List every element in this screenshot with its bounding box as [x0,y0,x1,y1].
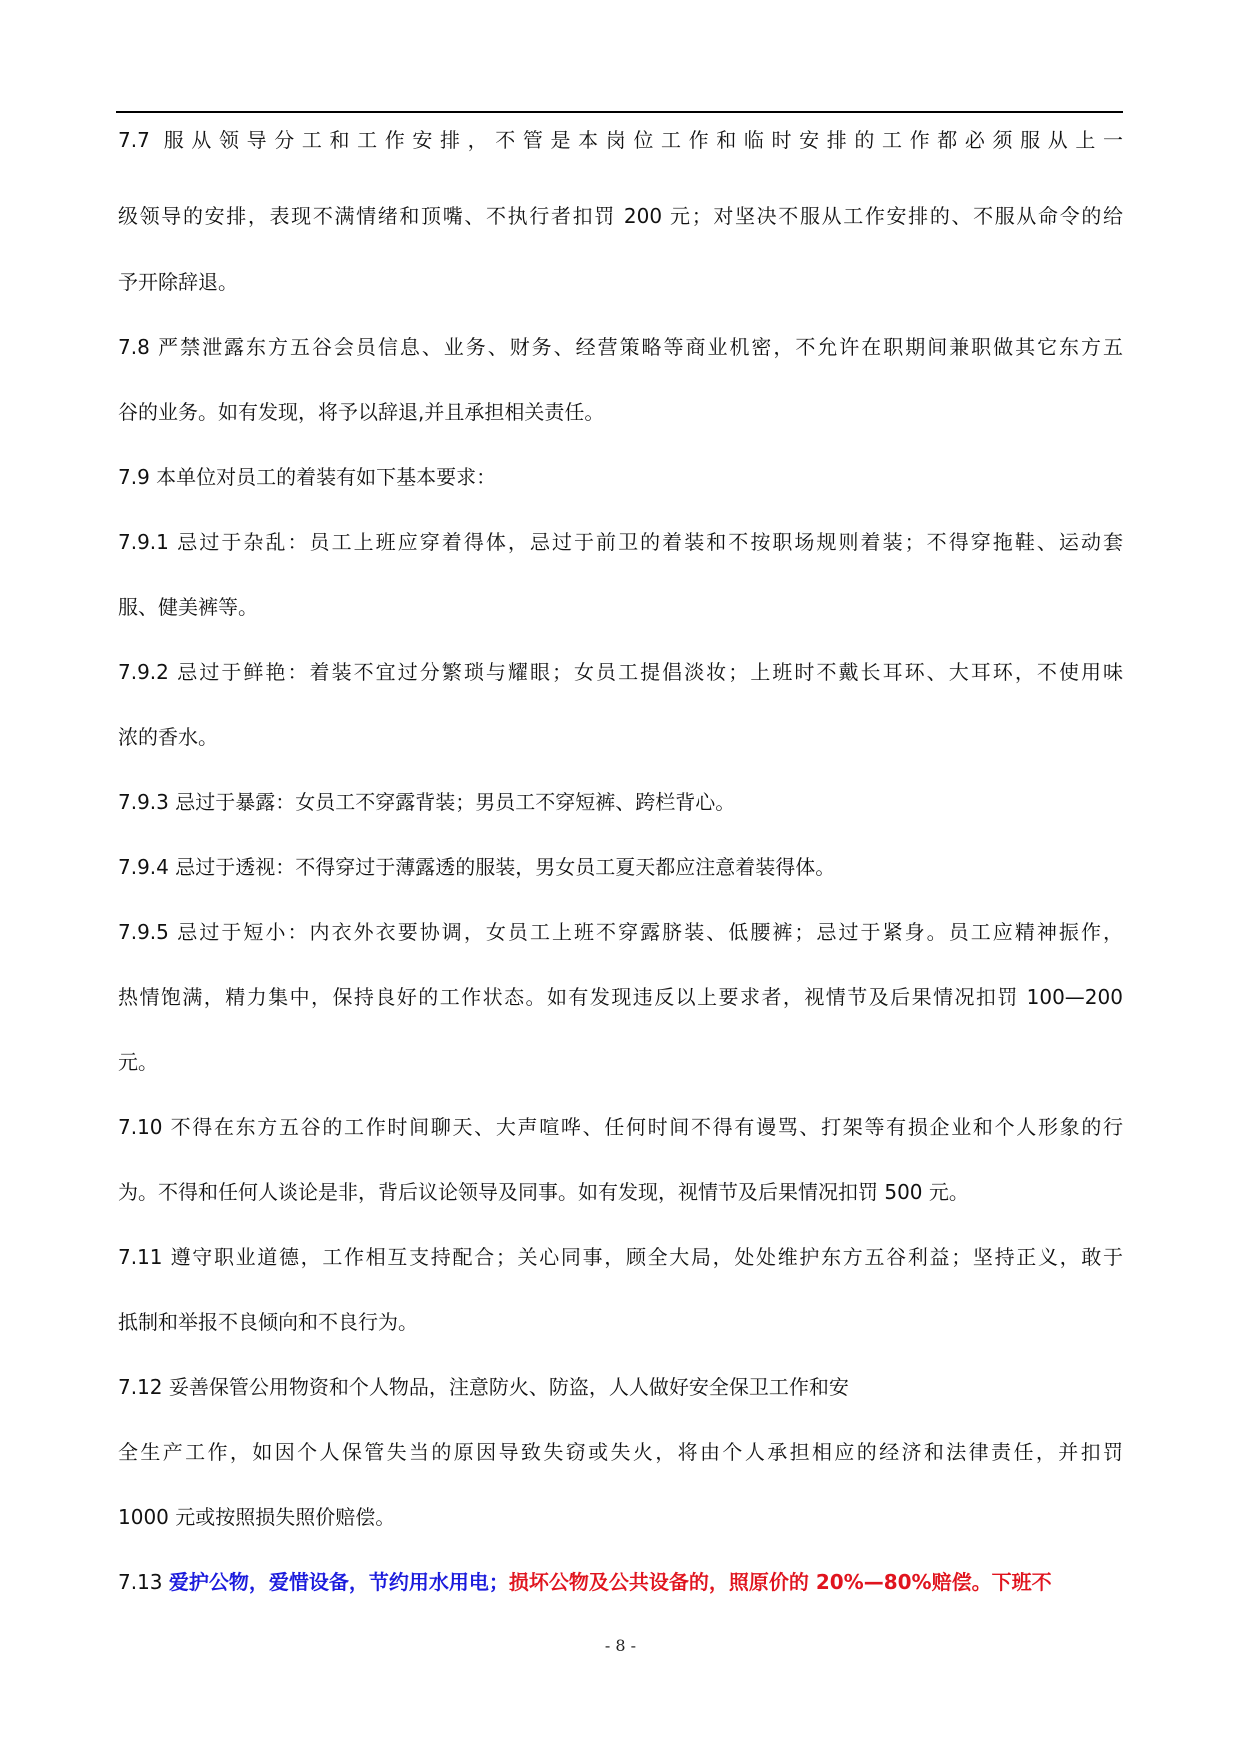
text-line: 7.7 服从领导分工和工作安排，不管是本岗位工作和临时安排的工作都必须服从上一 [118,128,1123,152]
header-rule [116,111,1123,113]
text-line: 7.9.3 忌过于暴露：女员工不穿露背装；男员工不穿短裤、跨栏背心。 [118,790,736,814]
text-line: 7.9.5 忌过于短小：内衣外衣要协调，女员工上班不穿露脐装、低腰裤；忌过于紧身。员工应精神振作， [118,920,1123,944]
text-line: 7.9.1 忌过于杂乱：员工上班应穿着得体，忌过于前卫的着装和不按职场规则着装；不得穿拖鞋、运动套 [118,530,1123,554]
text-line: 浓的香水。 [118,725,218,749]
text-line: 热情饱满，精力集中，保持良好的工作状态。如有发现违反以上要求者，视情节及后果情况扣罚 100—200 [118,985,1123,1009]
text-line: 服、健美裤等。 [118,595,258,619]
text-line: 全生产工作，如因个人保管失当的原因导致失窃或失火，将由个人承担相应的经济和法律责任，并扣罚 [118,1440,1123,1464]
text-line: 7.9.2 忌过于鲜艳：着装不宜过分繁琐与耀眼；女员工提倡淡妆；上班时不戴长耳环、大耳环，不使用味 [118,660,1123,684]
text-line: 1000 元或按照损失照价赔偿。 [118,1505,396,1529]
text-line: 7.11 遵守职业道德，工作相互支持配合；关心同事，顾全大局，处处维护东方五谷利益；坚持正义，敢于 [118,1245,1123,1269]
text-line: 为。不得和任何人谈论是非，背后议论领导及同事。如有发现，视情节及后果情况扣罚 500 元。 [118,1180,969,1204]
text-line: 7.9 本单位对员工的着装有如下基本要求： [118,465,497,489]
text-line: 级领导的安排，表现不满情绪和顶嘴、不执行者扣罚 200 元；对坚决不服从工作安排的、不服从命令的给 [118,204,1123,228]
text-line: 谷的业务。如有发现，将予以辞退,并且承担相关责任。 [118,400,605,424]
page-number: - 8 - [604,1636,637,1655]
text-line: 7.12 妥善保管公用物资和个人物品，注意防火、防盗，人人做好安全保卫工作和安 [118,1375,849,1399]
text-line: 7.9.4 忌过于透视：不得穿过于薄露透的服装，男女员工夏天都应注意着装得体。 [118,855,836,879]
text-line-highlight [118,1568,1123,1596]
blue-emphasis-text: 爱护公物，爱惜设备，节约用水用电； [168,1570,509,1594]
text-line: 元。 [118,1050,158,1074]
red-emphasis-text: 损坏公物及公共设备的，照原价的 20%—80%赔偿。下班不 [508,1570,1052,1594]
text-line: 抵制和举报不良倾向和不良行为。 [118,1310,418,1334]
text-line: 予开除辞退。 [118,270,238,294]
clause-number: 7.13 [118,1570,169,1594]
text-line: 7.8 严禁泄露东方五谷会员信息、业务、财务、经营策略等商业机密，不允许在职期间兼职做其它东方五 [118,335,1123,359]
text-line: 7.10 不得在东方五谷的工作时间聊天、大声喧哗、任何时间不得有谩骂、打架等有损企业和个人形象的行 [118,1115,1123,1139]
